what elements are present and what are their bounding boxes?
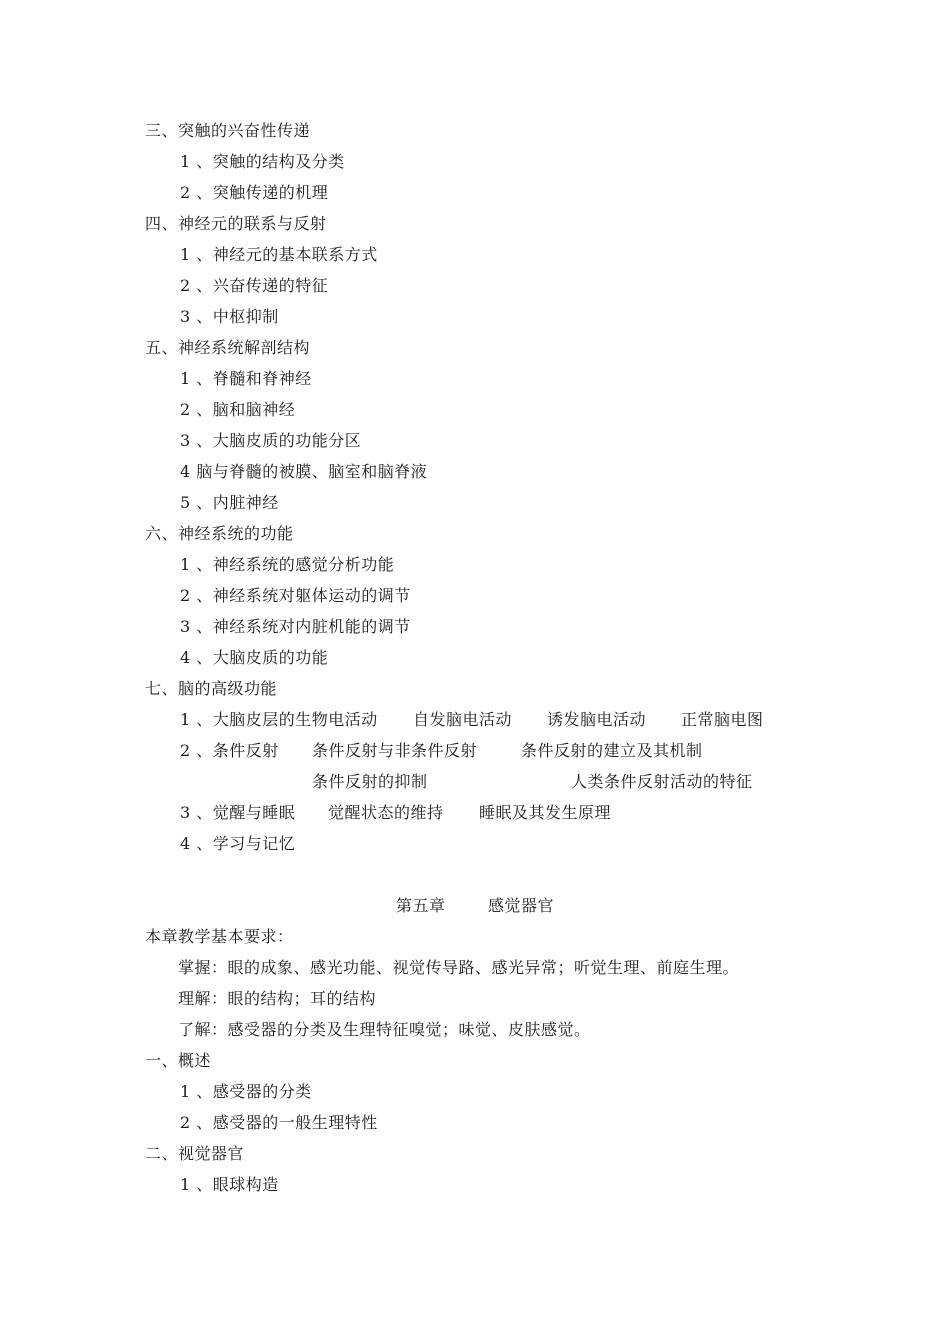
section-4-item-2: 2 、兴奋传递的特征: [180, 276, 329, 295]
row-2b-topic-2: 人类条件反射活动的特征: [571, 772, 753, 791]
section-5-item-4: 4 脑与脊髓的被膜、脑室和脑脊液: [180, 462, 428, 481]
section-5-item-3: 3 、大脑皮质的功能分区: [180, 431, 362, 450]
section-7-row-1: [0, 710, 950, 730]
section-4-item-1: 1 、神经元的基本联系方式: [180, 245, 378, 264]
row-1-topic-1: 自发脑电活动: [413, 710, 513, 729]
row-3-topic-1: 觉醒状态的维持: [328, 803, 444, 822]
row-3-topic-2: 睡眠及其发生原理: [479, 803, 612, 822]
chapter-name: 感觉器官: [488, 896, 555, 915]
row-3-label: 3 、觉醒与睡眠: [180, 803, 296, 822]
section-5-item-1: 1 、脊髓和脊神经: [180, 369, 312, 388]
requirement-know: 了解：感受器的分类及生理特征嗅觉；味觉、皮肤感觉。: [178, 1020, 591, 1039]
row-2-topic-1: 条件反射与非条件反射: [312, 741, 478, 760]
row-2b-topic-1: 条件反射的抑制: [312, 772, 428, 791]
chapter-5-section-1-title: 一、概述: [145, 1051, 212, 1070]
section-4-item-3: 3 、中枢抑制: [180, 307, 279, 326]
row-2-topic-2: 条件反射的建立及其机制: [521, 741, 703, 760]
row-1-topic-2: 诱发脑电活动: [547, 710, 647, 729]
section-4-title: 四、神经元的联系与反射: [145, 214, 327, 233]
section-7-row-3: [0, 803, 950, 823]
chapter-heading: [0, 896, 950, 916]
chapter-5-section-1-item-1: 1 、感受器的分类: [180, 1082, 312, 1101]
requirements-heading: 本章教学基本要求：: [145, 927, 294, 946]
section-3-item-1: 1 、突触的结构及分类: [180, 152, 345, 171]
section-7-row-2: [0, 741, 950, 761]
section-5-item-5: 5 、内脏神经: [180, 493, 279, 512]
chapter-5-section-2-item-1: 1 、眼球构造: [180, 1175, 279, 1194]
section-5-title: 五、神经系统解剖结构: [145, 338, 311, 357]
chapter-5-section-2-title: 二、视觉器官: [145, 1144, 245, 1163]
section-5-item-2: 2 、脑和脑神经: [180, 400, 296, 419]
section-6-item-1: 1 、神经系统的感觉分析功能: [180, 555, 395, 574]
row-1-label: 1 、大脑皮层的生物电活动: [180, 710, 378, 729]
section-3-title: 三、突触的兴奋性传递: [145, 121, 311, 140]
section-6-item-3: 3 、神经系统对内脏机能的调节: [180, 617, 411, 636]
section-6-item-4: 4 、大脑皮质的功能: [180, 648, 329, 667]
section-3-item-2: 2 、突触传递的机理: [180, 183, 329, 202]
requirement-master: 掌握：眼的成象、感光功能、视觉传导路、感光异常；听觉生理、前庭生理。: [178, 958, 740, 977]
section-6-title: 六、神经系统的功能: [145, 524, 294, 543]
row-1-topic-3: 正常脑电图: [681, 710, 764, 729]
section-7-title: 七、脑的高级功能: [145, 679, 278, 698]
section-7-row-2b: [0, 772, 950, 792]
chapter-5-section-1-item-2: 2 、感受器的一般生理特性: [180, 1113, 378, 1132]
row-2-label: 2 、条件反射: [180, 741, 279, 760]
requirement-understand: 理解：眼的结构；耳的结构: [178, 989, 377, 1008]
chapter-number: 第五章: [396, 896, 446, 915]
section-7-row-4: 4 、学习与记忆: [180, 834, 296, 853]
section-6-item-2: 2 、神经系统对躯体运动的调节: [180, 586, 411, 605]
